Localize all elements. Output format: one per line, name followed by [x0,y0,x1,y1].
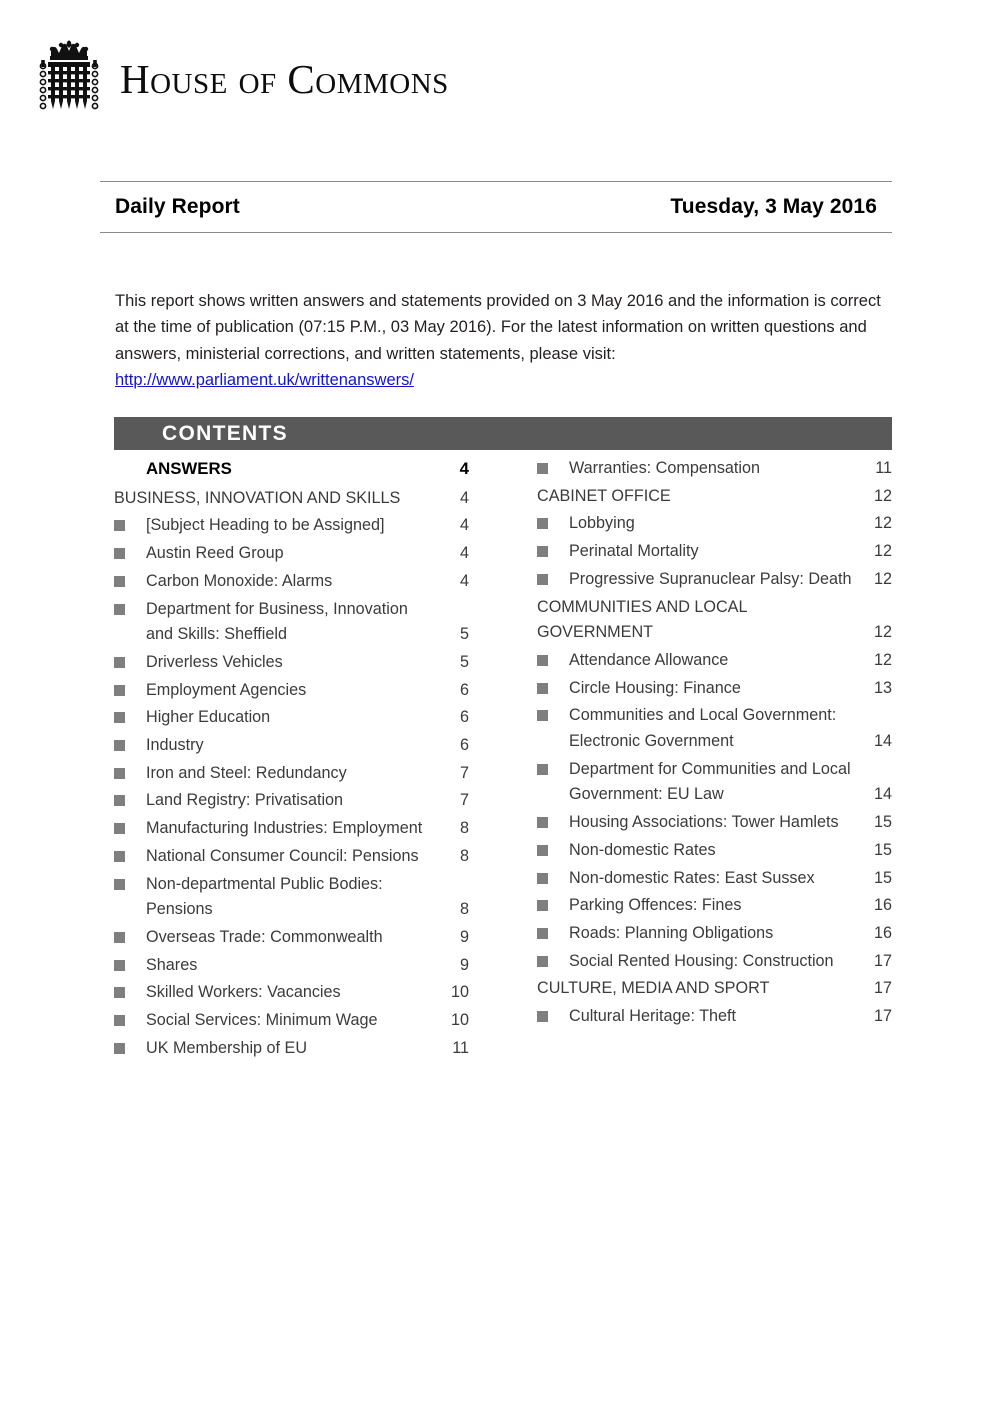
bullet-square-icon [537,1004,569,1022]
toc-entry-manufacturing-industries-employment[interactable] [114,816,469,842]
toc-entry-label: Social Rented Housing: Construction [569,951,834,970]
masthead-wordmark: HOUSE OF COMMONS [120,55,449,102]
bullet-square-glyph [114,685,125,696]
bullet-square-icon [114,844,146,862]
bullet-square-icon [537,893,569,911]
toc-entry-page-number: 4 [459,516,469,535]
bullet-square-icon [114,1036,146,1054]
toc-entry-social-services-minimum-wage[interactable] [114,1008,469,1034]
toc-entry-page-number: 8 [459,846,469,865]
report-date: Tuesday, 3 May 2016 [670,195,877,218]
bullet-square-icon [114,541,146,559]
toc-entry-page-number: 16 [873,923,892,942]
toc-entry-progressive-supranuclear-palsy-death[interactable] [537,567,892,593]
bullet-square-glyph [114,932,125,943]
bullet-square-icon [114,980,146,998]
toc-entry-label: Non-domestic Rates: East Sussex [569,868,815,887]
bullet-square-glyph [114,576,125,587]
toc-entry-label: Attendance Allowance [569,650,729,669]
toc-entry-page-number: 4 [459,459,469,478]
bullet-square-glyph [537,518,548,529]
toc-entry-label: Cultural Heritage: Theft [569,1007,737,1026]
toc-entry-label: Austin Reed Group [146,544,284,563]
toc-entry-page-number: 17 [873,1007,892,1026]
bullet-square-icon [537,866,569,884]
toc-entry-parking-offences-fines[interactable] [537,893,892,919]
toc-entry-page-number: 11 [452,1038,469,1057]
bullet-square-icon [114,1008,146,1026]
toc-entry-page-number: 11 [875,459,892,477]
toc-entry-attendance-allowance[interactable] [537,648,892,674]
toc-entry-page-number: 13 [873,678,892,697]
bullet-square-glyph [114,795,125,806]
written-answers-link[interactable]: http://www.parliament.uk/writtenanswers/ [115,370,414,389]
toc-entry-page-number: 12 [873,542,892,561]
toc-entry-label: Overseas Trade: Commonwealth [146,927,383,946]
toc-entry-housing-associations-tower-hamlets[interactable] [537,810,892,836]
bullet-square-icon [114,761,146,779]
toc-entry-label: Roads: Planning Obligations [569,923,774,942]
toc-column-left [114,456,469,1063]
bullet-square-icon [537,648,569,666]
intro-paragraph [115,288,883,393]
bullet-square-glyph [537,873,548,884]
bullet-square-glyph [114,879,125,890]
toc-entry-label: Housing Associations: Tower Hamlets [569,813,839,832]
toc-entry-label: Department for Communities and Local Government: EU Law [569,759,851,804]
toc-entry-label: Iron and Steel: Redundancy [146,763,347,782]
toc-entry-label: Perinatal Mortality [569,542,699,561]
toc-entry-overseas-trade-commonwealth[interactable] [114,925,469,951]
toc-entry-employment-agencies[interactable] [114,678,469,704]
toc-entry-page-number: 7 [459,763,469,782]
toc-entry-non-domestic-rates[interactable] [537,838,892,864]
toc-entry-higher-education[interactable] [114,705,469,731]
toc-entry-label: CULTURE, MEDIA AND SPORT [537,979,770,998]
toc-section-culture-media-and-sport[interactable] [537,976,892,1002]
toc-entry-label: Land Registry: Privatisation [146,791,344,810]
toc-entry-skilled-workers-vacancies[interactable] [114,980,469,1006]
bullet-square-icon [114,705,146,723]
toc-entry-page-number: 10 [450,983,469,1002]
toc-entry-uk-membership-of-eu[interactable] [114,1036,469,1062]
bullet-square-icon [114,678,146,696]
bullet-square-glyph [537,463,548,474]
toc-entry-department-for-communities-and-local-government-[interactable] [537,757,892,808]
toc-entry-non-domestic-rates-east-sussex[interactable] [537,866,892,892]
toc-column-right [537,456,892,1063]
toc-entry-page-number: 10 [450,1011,469,1030]
toc-entry-department-for-business-innovation-and-skills-sh[interactable] [114,597,469,648]
toc-entry-page-number: 15 [873,840,892,859]
bullet-square-glyph [537,764,548,775]
bullet-square-glyph [537,900,548,911]
toc-entry-label: Skilled Workers: Vacancies [146,983,341,1002]
toc-entry-page-number: 17 [873,951,892,970]
bullet-square-glyph [537,655,548,666]
toc-entry-page-number: 5 [459,652,469,671]
bullet-square-icon [537,456,569,474]
toc-entry-land-registry-privatisation[interactable] [114,788,469,814]
toc-entry-warranties-compensation[interactable] [537,456,892,482]
toc-entry-cultural-heritage-theft[interactable] [537,1004,892,1030]
toc-entry-page-number: 15 [873,868,892,887]
toc-entry-label: Non-domestic Rates [569,840,716,859]
bullet-square-glyph [114,768,125,779]
bullet-square-icon [537,567,569,585]
bullet-square-icon [537,676,569,694]
bullet-square-glyph [537,956,548,967]
bullet-square-icon [114,733,146,751]
bullet-square-icon [537,921,569,939]
toc-entry-label: Employment Agencies [146,680,307,699]
toc-heading-answers[interactable] [114,456,469,482]
toc-entry-label: National Consumer Council: Pensions [146,846,419,865]
toc-entry-non-departmental-public-bodies-pensions[interactable] [114,872,469,923]
report-header [100,181,892,233]
bullet-square-icon [114,569,146,587]
bullet-square-glyph [537,683,548,694]
toc-entry-page-number: 4 [459,488,469,507]
bullet-square-glyph [537,845,548,856]
contents-banner-label: CONTENTS [162,421,288,445]
toc-entry-page-number: 5 [459,625,469,644]
bullet-square-icon [114,925,146,943]
toc-entry-shares[interactable] [114,953,469,979]
toc-entry-perinatal-mortality[interactable] [537,539,892,565]
toc-entry-label: Carbon Monoxide: Alarms [146,571,333,590]
toc-entry-communities-and-local-government-electronic-gove[interactable] [537,703,892,754]
toc-entry-label: ANSWERS [146,459,232,478]
toc-entry-page-number: 12 [873,514,892,533]
bullet-square-glyph [114,520,125,531]
bullet-square-glyph [537,1011,548,1022]
bullet-square-icon [114,513,146,531]
toc-entry-label: Circle Housing: Finance [569,678,741,697]
bullet-square-icon [114,650,146,668]
contents-banner [114,417,892,450]
toc-entry-page-number: 14 [873,785,892,804]
bullet-square-icon [114,816,146,834]
toc-entry-roads-planning-obligations[interactable] [537,921,892,947]
bullet-square-glyph [114,548,125,559]
toc-entry-carbon-monoxide-alarms[interactable] [114,569,469,595]
toc-entry-page-number: 8 [459,900,469,919]
bullet-square-glyph [114,987,125,998]
toc-entry-label: Shares [146,955,198,974]
bullet-square-icon [537,757,569,775]
bullet-square-glyph [114,851,125,862]
bullet-square-icon [114,597,146,615]
toc-entry-page-number: 12 [873,486,892,505]
bullet-square-glyph [114,1015,125,1026]
bullet-square-icon [537,949,569,967]
toc-entry-label: Progressive Supranuclear Palsy: Death [569,569,852,588]
toc-entry-label: CABINET OFFICE [537,486,671,505]
toc-entry-page-number: 14 [873,732,892,751]
bullet-square-glyph [114,604,125,615]
bullet-square-icon [537,703,569,721]
toc-entry-page-number: 9 [459,955,469,974]
toc-entry-page-number: 12 [873,650,892,669]
bullet-square-glyph [114,740,125,751]
toc-entry-label: Social Services: Minimum Wage [146,1011,378,1030]
toc-entry-driverless-vehicles[interactable] [114,650,469,676]
toc-entry-page-number: 17 [873,979,892,998]
bullet-square-glyph [537,928,548,939]
intro-text: This report shows written answers and statements provided on 3 May 2016 and the information is correct at the time of publication (07:15 P.M., 03 May 2016). For the latest information on written questions and answers, ministerial corrections, and written statements, please visit: [115,292,881,363]
toc-section-business-innovation-and-skills[interactable] [114,486,469,512]
bullet-square-glyph [537,710,548,721]
toc-entry-label: Communities and Local Government: Electronic Government [569,706,837,751]
bullet-square-icon [537,511,569,529]
toc-entry-page-number: 12 [873,569,892,588]
toc-entry-page-number: 4 [459,571,469,590]
toc-entry-page-number: 16 [873,896,892,915]
bullet-square-glyph [114,712,125,723]
toc-entry-page-number: 6 [459,736,469,755]
bullet-square-glyph [537,574,548,585]
bullet-square-glyph [114,960,125,971]
toc-section-cabinet-office[interactable] [537,484,892,510]
toc-entry-lobbying[interactable] [537,511,892,537]
bullet-square-icon [114,953,146,971]
toc-entry-label: Non-departmental Public Bodies: Pensions [146,874,383,919]
toc-entry-label: Lobbying [569,514,635,533]
toc-entry-label: Manufacturing Industries: Employment [146,819,423,838]
toc-entry-social-rented-housing-construction[interactable] [537,949,892,975]
bullet-spacer [114,456,146,463]
bullet-square-glyph [537,817,548,828]
toc-entry-label: Department for Business, Innovation and Skills: Sheffield [146,599,408,644]
toc-entry-label: Industry [146,736,204,755]
toc-entry-label: UK Membership of EU [146,1038,308,1057]
portcullis-icon [38,38,100,120]
bullet-square-glyph [114,823,125,834]
bullet-square-icon [537,539,569,557]
toc-entry-subject-heading-to-be-assigned[interactable] [114,513,469,539]
toc-entry-page-number: 8 [459,819,469,838]
bullet-square-glyph [537,546,548,557]
toc-section-communities-and-local-government[interactable] [537,595,892,646]
bullet-square-glyph [114,657,125,668]
toc-entry-label: COMMUNITIES AND LOCAL GOVERNMENT [537,597,747,642]
toc-entry-label: BUSINESS, INNOVATION AND SKILLS [114,488,401,507]
toc-entry-circle-housing-finance[interactable] [537,676,892,702]
toc-entry-page-number: 4 [459,544,469,563]
toc-entry-label: Parking Offences: Fines [569,896,742,915]
toc-entry-page-number: 15 [873,813,892,832]
toc-entry-label: Driverless Vehicles [146,652,283,671]
toc-entry-page-number: 6 [459,680,469,699]
toc-entry-industry[interactable] [114,733,469,759]
toc-entry-page-number: 12 [873,623,892,642]
toc-entry-page-number: 7 [459,791,469,810]
bullet-square-icon [537,838,569,856]
toc-entry-label: Warranties: Compensation [569,459,761,477]
table-of-contents [114,456,892,1063]
toc-entry-page-number: 6 [459,708,469,727]
bullet-square-icon [114,872,146,890]
toc-entry-national-consumer-council-pensions[interactable] [114,844,469,870]
bullet-square-glyph [114,1043,125,1054]
bullet-square-icon [114,788,146,806]
toc-entry-iron-and-steel-redundancy[interactable] [114,761,469,787]
toc-entry-label: [Subject Heading to be Assigned] [146,516,385,535]
page-title: Daily Report [115,195,240,218]
masthead [38,38,449,120]
toc-entry-austin-reed-group[interactable] [114,541,469,567]
toc-entry-label: Higher Education [146,708,271,727]
toc-entry-page-number: 9 [459,927,469,946]
bullet-square-icon [537,810,569,828]
